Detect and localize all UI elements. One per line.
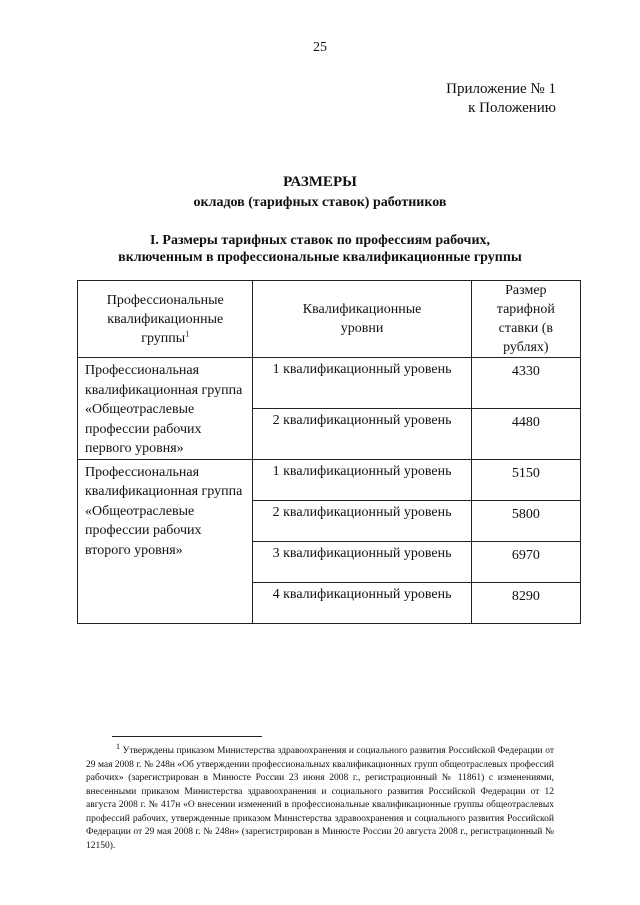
rate-cell: 4480	[471, 408, 580, 459]
rate-cell: 6970	[471, 541, 580, 582]
rate-cell: 4330	[471, 358, 580, 409]
table-row	[78, 459, 581, 500]
footnote-mark: 1	[116, 741, 120, 751]
appendix-line-1: Приложение № 1	[446, 81, 556, 97]
page-number: 25	[313, 40, 327, 55]
document-subtitle: окладов (тарифных ставок) работников	[193, 195, 447, 210]
footnote-text: Утверждены приказом Министерства здравоохранения и социального развития Российской Федерации от 29 мая 2008 г. № 248н «Об утверждении профессиональных квалификационных групп общеотраслевых профессий рабочих» (зарегистрирован в Минюсте России 23 июня 2008 г., регистрационный № 11861) с изменениями, внесенными приказом Министерства здравоохранения и социального развития Российской Федерации от 12 августа 2008 г. № 417н «О внесении изменений в профессиональные квалификационные группы общеотраслевых профессий рабочих, утвержденные приказом Министерства здравоохранения и социального развития Российской Федерации от 29 мая 2008 г. № 248н» (зарегистрирован в Минюсте России 20 августа 2008 г., регистрационный № 12150).	[86, 746, 555, 851]
rate-cell: 8290	[471, 582, 580, 623]
footnote	[86, 741, 555, 853]
tariff-table	[77, 280, 581, 624]
footnote-ref: 1	[185, 328, 190, 338]
header-groups-label: Профессиональные квалификационные группы	[106, 292, 224, 346]
section-heading-line-2: включенным в профессиональные квалификационные группы	[118, 250, 522, 265]
group-name: Профессиональная квалификационная группа «Общеотраслевые профессии рабочих второго уровня»	[78, 459, 253, 623]
level-cell: 4 квалификационный уровень	[253, 582, 471, 623]
rate-cell: 5800	[471, 500, 580, 541]
section-heading-line-1: I. Размеры тарифных ставок по профессиям рабочих,	[149, 233, 491, 248]
level-cell: 1 квалификационный уровень	[253, 459, 471, 500]
rate-cell: 5150	[471, 459, 580, 500]
level-cell: 3 квалификационный уровень	[253, 541, 471, 582]
table-row	[78, 358, 581, 409]
table-header-row	[78, 281, 581, 358]
appendix-label	[360, 80, 556, 118]
header-levels: Квалификационные уровни	[253, 281, 471, 358]
header-groups	[78, 281, 253, 358]
level-cell: 1 квалификационный уровень	[253, 358, 471, 409]
document-title: РАЗМЕРЫ	[283, 174, 357, 190]
group-name: Профессиональная квалификационная группа «Общеотраслевые профессии рабочих первого уровня»	[78, 358, 253, 460]
header-rate: Размер тарифной ставки (в рублях)	[471, 281, 580, 358]
footnote-divider	[112, 736, 262, 737]
level-cell: 2 квалификационный уровень	[253, 500, 471, 541]
level-cell: 2 квалификационный уровень	[253, 408, 471, 459]
appendix-line-2: к Положению	[468, 100, 556, 116]
section-heading	[60, 232, 580, 266]
